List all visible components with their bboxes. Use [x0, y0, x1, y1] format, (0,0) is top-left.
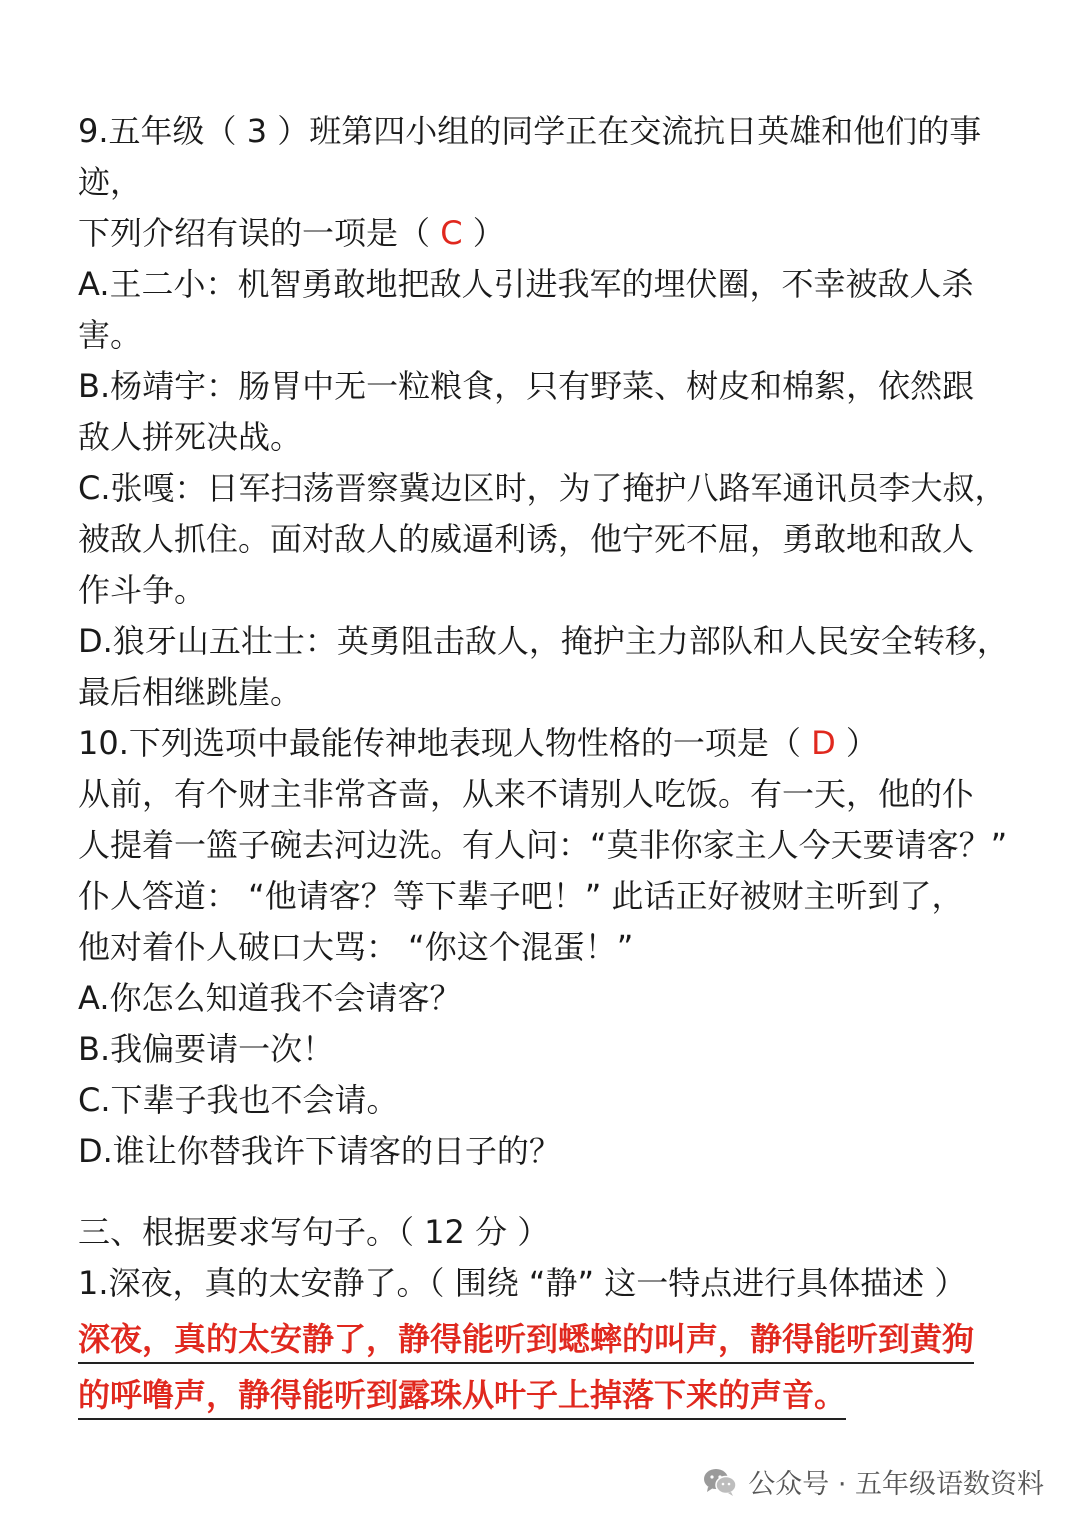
footer-text: 公众号 · 五年级语数资料 — [748, 1469, 1044, 1500]
q10-passage-line2: 人提着一篮子碗去河边洗。有人问：“莫非你家主人今天要请客？” — [78, 826, 1008, 864]
q10-option-b: B.我偏要请一次！ — [78, 1030, 335, 1068]
q9-stem-suffix: ） — [462, 214, 505, 252]
q9-stem-prefix: 下列介绍有误的一项是（ — [78, 214, 441, 252]
q9-option-b-cont: 敌人拼死决战。 — [78, 418, 303, 456]
q10-option-d: D.谁让你替我许下请客的日子的？ — [78, 1132, 561, 1170]
q10-stem-suffix: ） — [835, 724, 878, 762]
q9-answer: C — [440, 214, 463, 252]
section-spacer — [78, 1177, 1018, 1207]
section3-q1-answer — [78, 1311, 1018, 1423]
q10-option-a: A.你怎么知道我不会请客？ — [78, 979, 462, 1017]
q10-answer: D — [811, 724, 836, 762]
wechat-icon — [702, 1466, 738, 1498]
q10-passage-line4: 他对着仆人破口大骂： “你这个混蛋！” — [78, 928, 634, 966]
q10-stem — [78, 718, 1018, 769]
q10-passage-line1: 从前，有个财主非常吝啬，从来不请别人吃饭。有一天，他的仆 — [78, 775, 975, 813]
document-body — [78, 106, 1018, 1423]
section3-q1-answer-line1: 深夜，真的太安静了，静得能听到蟋蟀的叫声，静得能听到黄狗 — [78, 1320, 974, 1364]
q10-option-c: C.下辈子我也不会请。 — [78, 1081, 399, 1119]
q9-option-a-cont: 害。 — [78, 316, 143, 354]
q10-stem-prefix: 10.下列选项中最能传神地表现人物性格的一项是（ — [78, 724, 812, 762]
q9-option-d: D.狼牙山五壮士：英勇阻击敌人，掩护主力部队和人民安全转移， — [78, 622, 1009, 660]
q9-option-c-cont1: 被敌人抓住。面对敌人的威逼利诱，他宁死不屈，勇敢地和敌人 — [78, 520, 975, 558]
q10-passage-line3: 仆人答道： “他请客？等下辈子吧！” 此话正好被财主听到了， — [78, 877, 964, 915]
q9-option-d-cont: 最后相继跳崖。 — [78, 673, 303, 711]
q9-option-c: C.张嘎：日军扫荡晋察冀边区时，为了掩护八路军通讯员李大叔， — [78, 469, 1007, 507]
q9-option-c-cont2: 作斗争。 — [78, 571, 207, 609]
section3-heading: 三、根据要求写句子。（ 12 分 ） — [78, 1213, 550, 1251]
q9-option-a: A.王二小：机智勇敢地把敌人引进我军的埋伏圈，不幸被敌人杀 — [78, 265, 974, 303]
footer-watermark — [702, 1462, 1044, 1501]
q9-stem-line1: 9.五年级（ 3 ）班第四小组的同学正在交流抗日英雄和他们的事迹， — [78, 112, 982, 201]
section3-q1-stem: 1.深夜，真的太安静了。（ 围绕 “静” 这一特点进行具体描述 ） — [78, 1264, 967, 1302]
q9-option-b: B.杨靖宇：肠胃中无一粒粮食，只有野菜、树皮和棉絮，依然跟 — [78, 367, 975, 405]
section3-q1-answer-line2: 的呼噜声，静得能听到露珠从叶子上掉落下来的声音。 — [78, 1376, 846, 1420]
q9-stem-line2 — [78, 208, 1018, 259]
